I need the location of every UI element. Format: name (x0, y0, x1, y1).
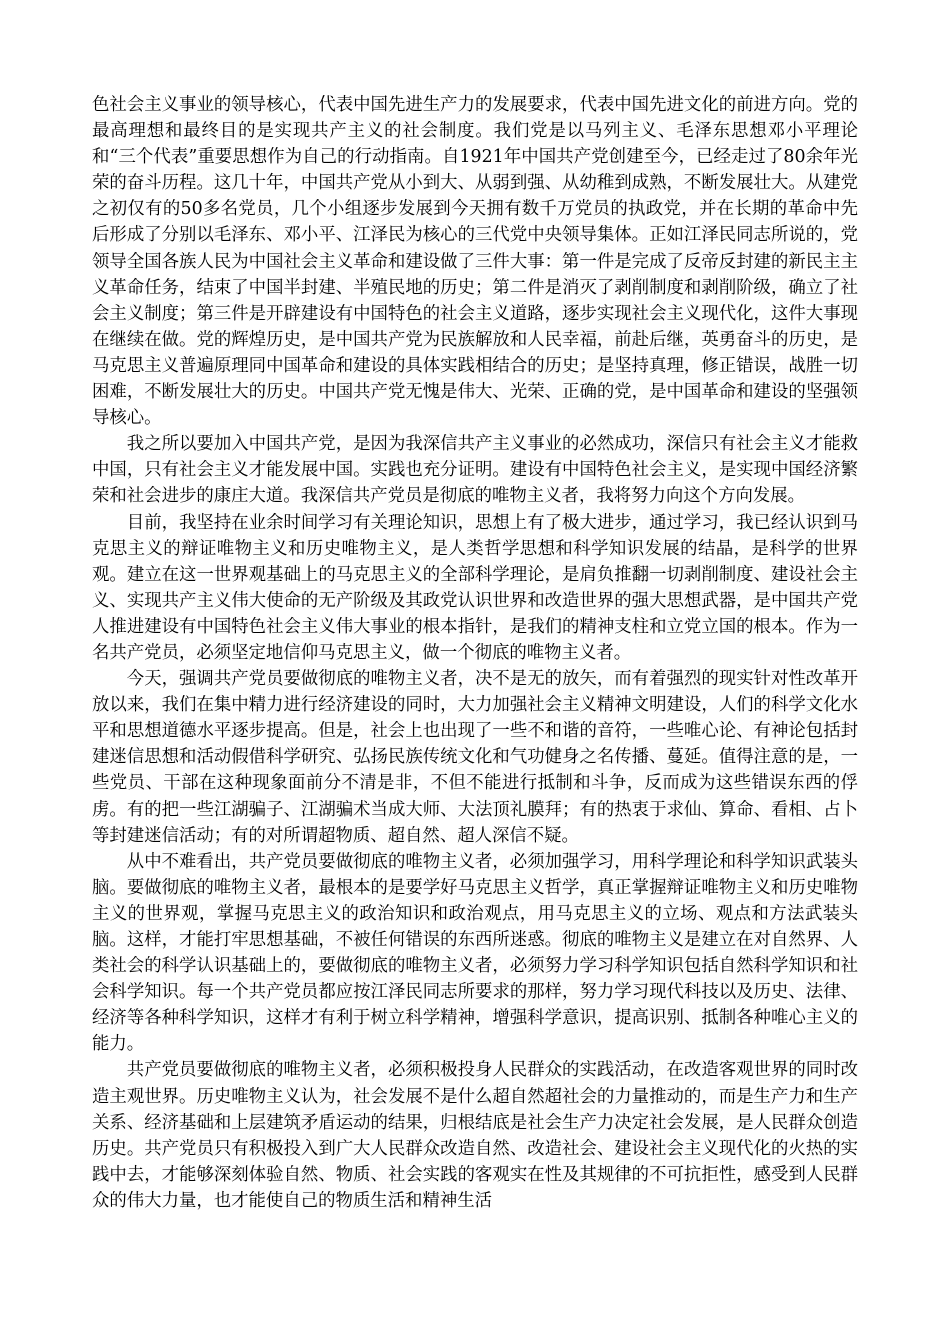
paragraph-3: 目前，我坚持在业余时间学习有关理论知识，思想上有了极大进步，通过学习，我已经认识到马克思主义的辩证唯物主义和历史唯物主义，是人类哲学思想和科学知识发展的结晶，是科学的世界观。建立在这一世界观基础上的马克思主义的全部科学理论，是肩负推翻一切剥削制度、建设社会主义、实现共产主义伟大使命的无产阶级及其政党认识世界和改造世界的强大思想武器，是中国共产党人推进建设有中国特色社会主义伟大事业的根本指针，是我们的精神支柱和立党立国的根本。作为一名共产党员，必须坚定地信仰马克思主义，做一个彻底的唯物主义者。 (92, 512, 858, 663)
paragraph-1: 色社会主义事业的领导核心，代表中国先进生产力的发展要求，代表中国先进文化的前进方向。党的最高理想和最终目的是实现共产主义的社会制度。我们党是以马列主义、毛泽东思想邓小平理论和“三个代表”重要思想作为自己的行动指南。自1921年中国共产党创建至今，已经走过了80余年光荣的奋斗历程。这几十年，中国共产党从小到大、从弱到强、从幼稚到成熟，不断发展壮大。从建党之初仅有的50多名党员，几个小组逐步发展到今天拥有数千万党员的执政党，并在长期的革命中先后形成了分别以毛泽东、邓小平、江泽民为核心的三代党中央领导集体。正如江泽民同志所说的，党领导全国各族人民为中国社会主义革命和建设做了三件大事：第一件是完成了反帝反封建的新民主主义革命任务，结束了中国半封建、半殖民地的历史；第二件是消灭了剥削制度和剥削阶级，确立了社会主义制度；第三件是开辟建设有中国特色的社会主义道路，逐步实现社会主义现代化，这件大事现在继续在做。党的辉煌历史，是中国共产党为民族解放和人民幸福，前赴后继，英勇奋斗的历史，是马克思主义普遍原理同中国革命和建设的具体实践相结合的历史；是坚持真理，修正错误，战胜一切困难，不断发展壮大的历史。中国共产党无愧是伟大、光荣、正确的党，是中国革命和建设的坚强领导核心。 (92, 95, 858, 429)
paragraph-6: 共产党员要做彻底的唯物主义者，必须积极投身人民群众的实践活动，在改造客观世界的同时改造主观世界。历史唯物主义认为，社会发展不是什么超自然超社会的力量推动的，而是生产力和生产关系、经济基础和上层建筑矛盾运动的结果，归根结底是社会生产力决定社会发展，是人民群众创造历史。共产党员只有积极投入到广大人民群众改造自然、改造社会、建设社会主义现代化的火热的实践中去，才能够深刻体验自然、物质、社会实践的客观实在性及其规律的不可抗拒性，感受到人民群众的伟大力量，也才能使自己的物质生活和精神生活 (92, 1060, 858, 1211)
document-page (92, 92, 858, 1214)
paragraph-5: 从中不难看出，共产党员要做彻底的唯物主义者，必须加强学习，用科学理论和科学知识武装头脑。要做彻底的唯物主义者，最根本的是要学好马克思主义哲学，真正掌握辩证唯物主义和历史唯物主义的世界观，掌握马克思主义的政治知识和政治观点，用马克思主义的立场、观点和方法武装头脑。这样，才能打牢思想基础，不被任何错误的东西所迷惑。彻底的唯物主义是建立在对自然界、人类社会的科学认识基础上的，要做彻底的唯物主义者，必须努力学习科学知识包括自然科学知识和社会科学知识。每一个共产党员都应按江泽民同志所要求的那样，努力学习现代科技以及历史、法律、经济等各种科学知识，这样才有利于树立科学精神，增强科学意识，提高识别、抵制各种唯心主义的能力。 (92, 851, 858, 1055)
paragraph-4: 今天，强调共产党员要做彻底的唯物主义者，决不是无的放矢，而有着强烈的现实针对性改革开放以来，我们在集中精力进行经济建设的同时，大力加强社会主义精神文明建设，人们的科学文化水平和思想道德水平逐步提高。但是，社会上也出现了一些不和谐的音符，一些唯心论、有神论包括封建迷信思想和活动假借科学研究、弘扬民族传统文化和气功健身之名传播、蔓延。值得注意的是，一些党员、干部在这种现象面前分不清是非，不但不能进行抵制和斗争，反而成为这些错误东西的俘虏。有的把一些江湖骗子、江湖骗术当成大师、大法顶礼膜拜；有的热衷于求仙、算命、看相、占卜等封建迷信活动；有的对所谓超物质、超自然、超人深信不疑。 (92, 669, 858, 846)
paragraph-2: 我之所以要加入中国共产党，是因为我深信共产主义事业的必然成功，深信只有社会主义才能救中国，只有社会主义才能发展中国。实践也充分证明。建设有中国特色社会主义，是实现中国经济繁荣和社会进步的康庄大道。我深信共产党员是彻底的唯物主义者，我将努力向这个方向发展。 (92, 434, 858, 507)
